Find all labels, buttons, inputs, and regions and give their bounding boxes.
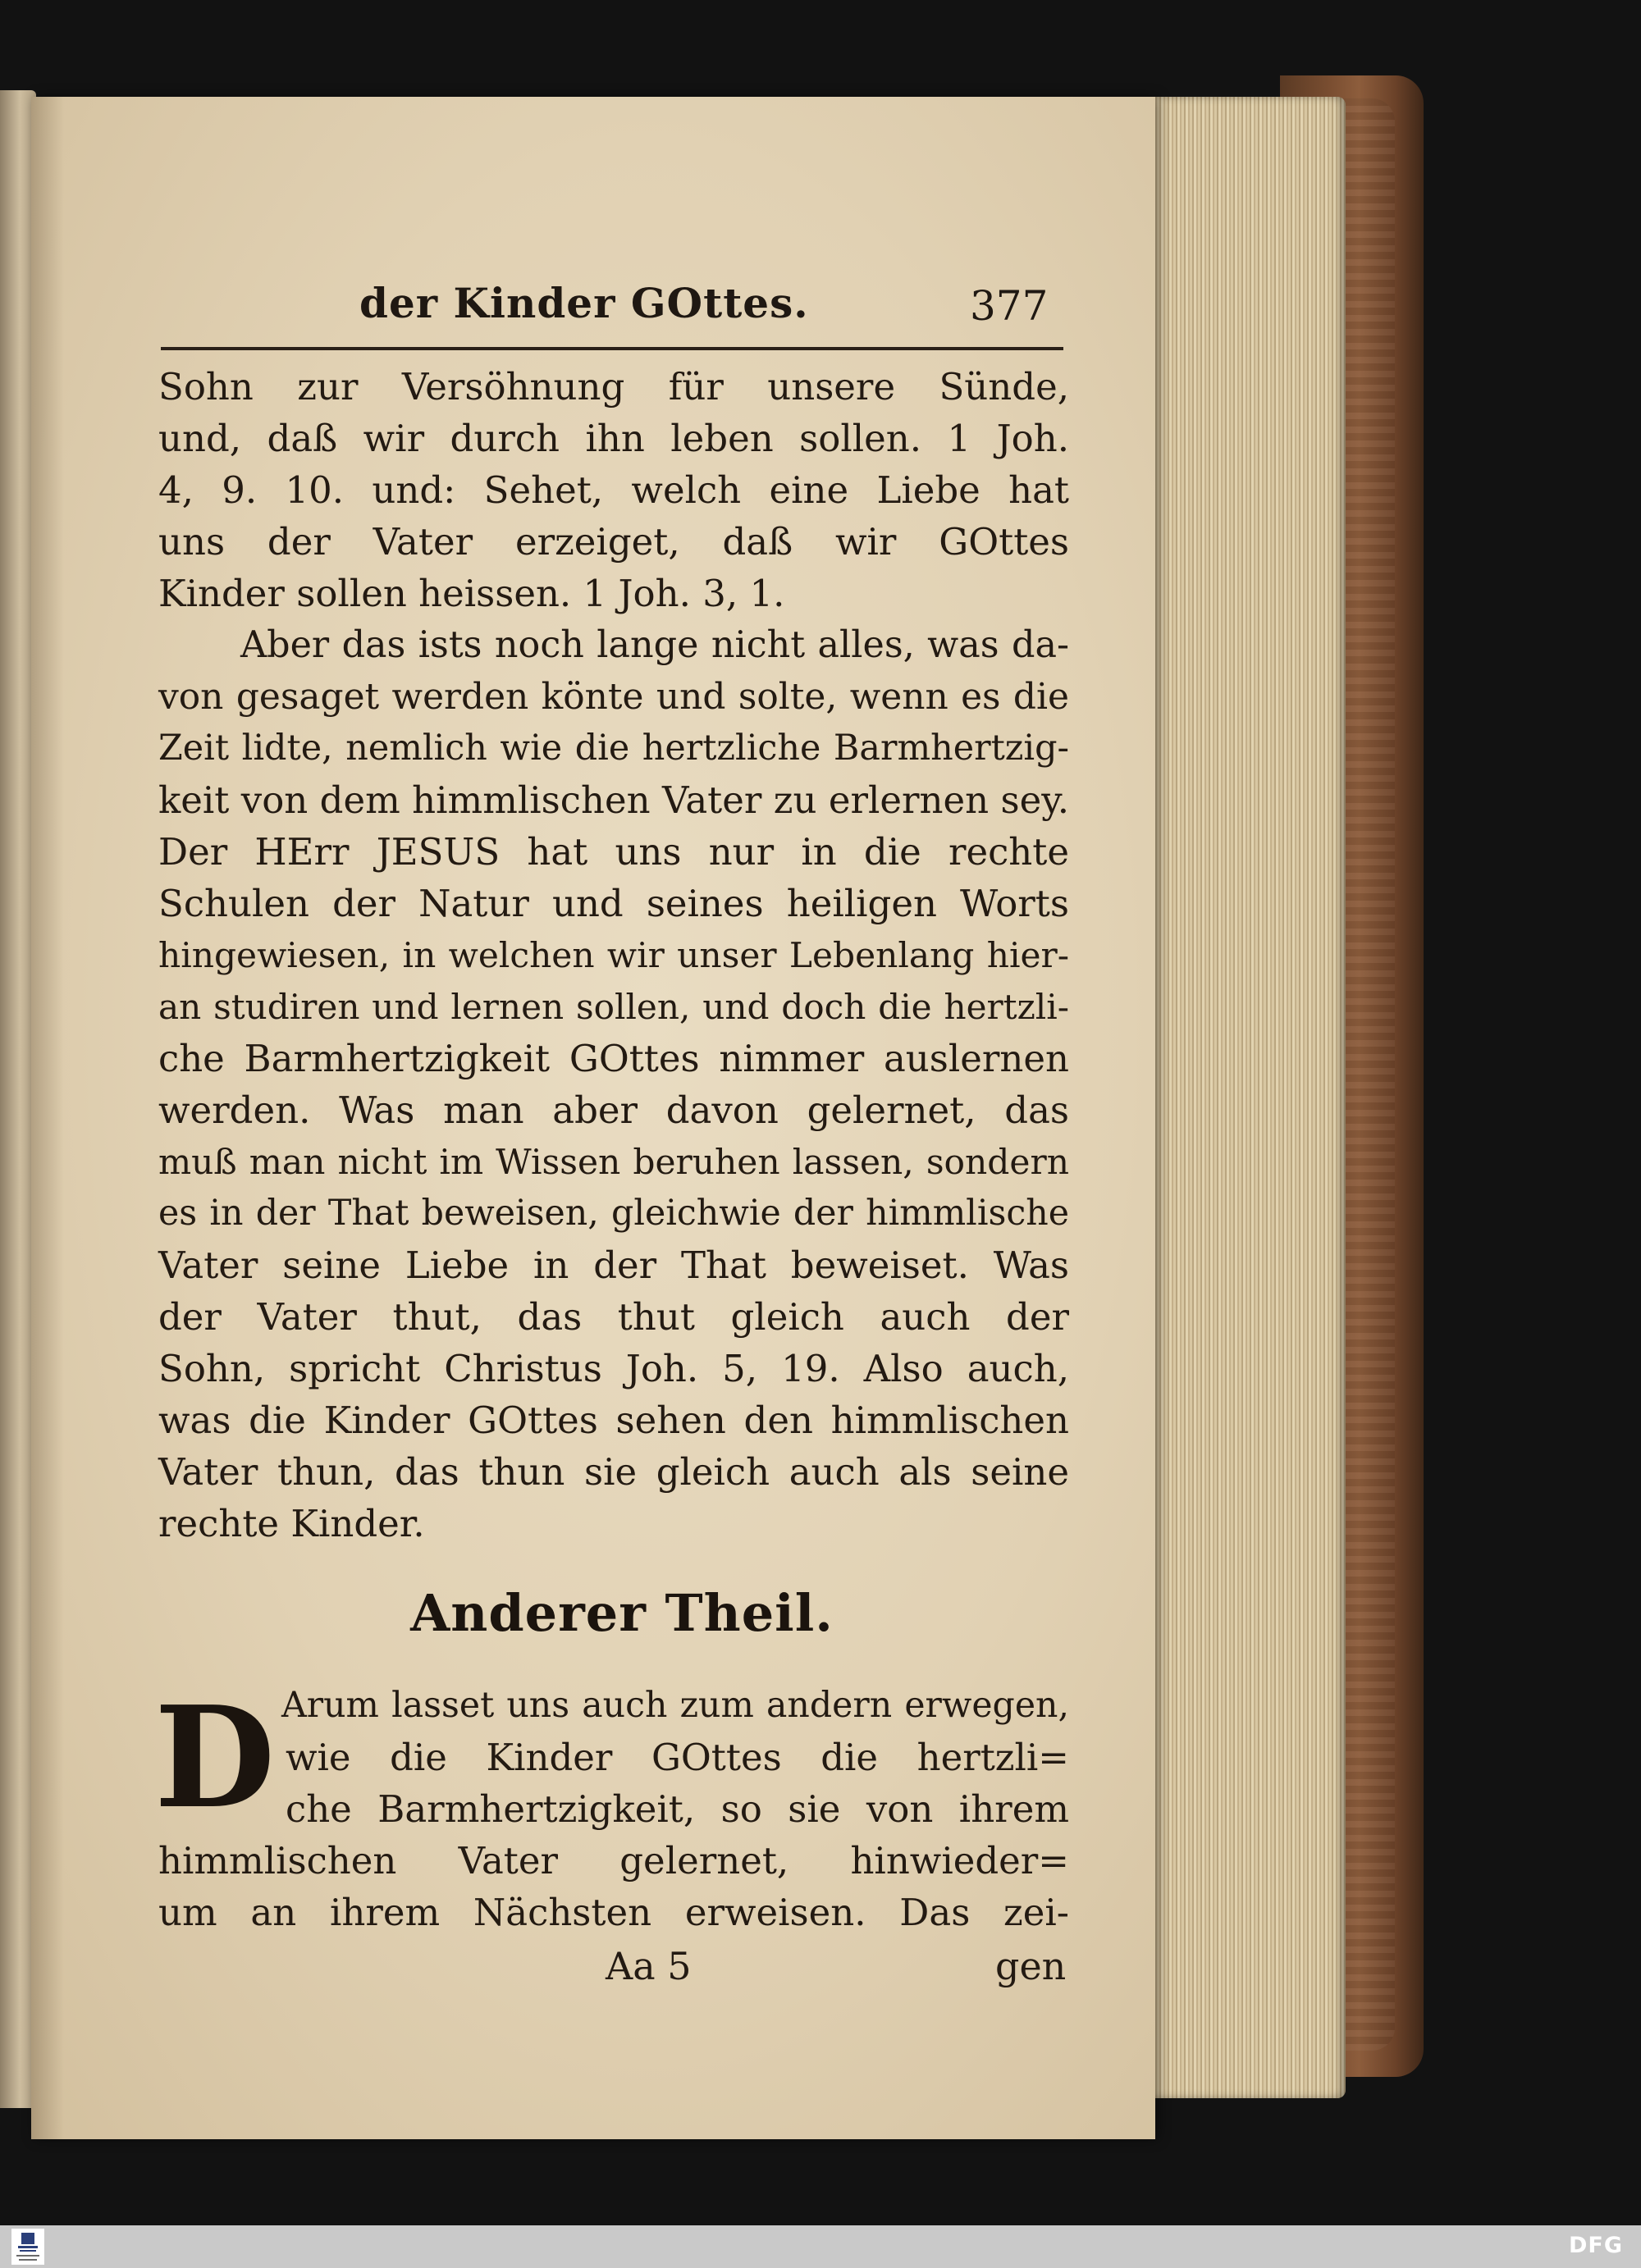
text-line: hingewiesen, in welchen wir unser Lebenlang hier- — [158, 935, 1069, 975]
text-line: werden. Was man aber davon gelernet, das — [158, 1088, 1069, 1132]
text-line: keit von dem himmlischen Vater zu erlernen sey. — [158, 778, 1069, 822]
text-line: Der HErr JESUS hat uns nur in die rechte — [158, 830, 1069, 874]
dfg-logo: DFG — [1568, 2233, 1623, 2258]
text-line: wie die Kinder GOttes die hertzli= — [286, 1736, 1069, 1779]
text-line: Vater thun, das thun sie gleich auch als seine — [158, 1450, 1069, 1494]
text-line: Schulen der Natur und seines heiligen Worts — [158, 882, 1069, 925]
text-line: uns der Vater erzeiget, daß wir GOttes — [158, 520, 1069, 564]
text-line: was die Kinder GOttes sehen den himmlischen — [158, 1399, 1069, 1442]
running-head-title: der Kinder GOttes. — [359, 279, 809, 327]
running-head-rule — [161, 347, 1063, 350]
text-line: Aber das ists noch lange nicht alles, was da- — [240, 624, 1069, 666]
library-logo-icon — [11, 2229, 44, 2265]
text-line: an studiren und lernen sollen, und doch die hertzli- — [158, 987, 1069, 1027]
page-block-edges — [1149, 97, 1346, 2098]
text-line: Zeit lidte, nemlich wie die hertzliche Barmhertzig- — [158, 728, 1069, 769]
text-line: Arum lasset uns auch zum andern erwegen, — [281, 1685, 1069, 1726]
text-line: Sohn, spricht Christus Joh. 5, 19. Also auch, — [158, 1347, 1069, 1390]
book-page — [31, 97, 1155, 2139]
signature-mark: Aa 5 — [606, 1944, 692, 1988]
text-line: und, daß wir durch ihn leben sollen. 1 Joh. — [158, 417, 1069, 460]
body-text-bottom — [158, 1680, 1069, 1938]
text-line: che Barmhertzigkeit GOttes nimmer auslernen — [158, 1037, 1069, 1080]
body-text-top — [158, 361, 1069, 1549]
text-line: muß man nicht im Wissen beruhen lassen, sondern — [158, 1142, 1069, 1182]
catchword: gen — [995, 1944, 1067, 1988]
text-line: von gesaget werden könte und solte, wenn es die — [158, 676, 1069, 718]
text-line: che Barmhertzigkeit, so sie von ihrem — [286, 1787, 1069, 1831]
text-line: rechte Kinder. — [158, 1502, 425, 1545]
viewer-bar — [0, 2225, 1641, 2268]
text-line: um an ihrem Nächsten erweisen. Das zei- — [158, 1891, 1069, 1934]
text-line: himmlischen Vater gelernet, hinwieder= — [158, 1839, 1069, 1882]
text-line: der Vater thut, das thut gleich auch der — [158, 1295, 1069, 1339]
page-number: 377 — [970, 282, 1049, 330]
text-line: Kinder sollen heissen. 1 Joh. 3, 1. — [158, 572, 785, 615]
text-line: 4, 9. 10. und: Sehet, welch eine Liebe hat — [158, 468, 1069, 512]
text-line: Vater seine Liebe in der That beweiset. Was — [158, 1244, 1069, 1287]
text-line: es in der That beweisen, gleichwie der himmlische — [158, 1193, 1069, 1234]
text-line: Sohn zur Versöhnung für unsere Sünde, — [158, 365, 1069, 408]
drop-cap: D — [154, 1676, 276, 1840]
section-heading: Anderer Theil. — [410, 1583, 834, 1643]
